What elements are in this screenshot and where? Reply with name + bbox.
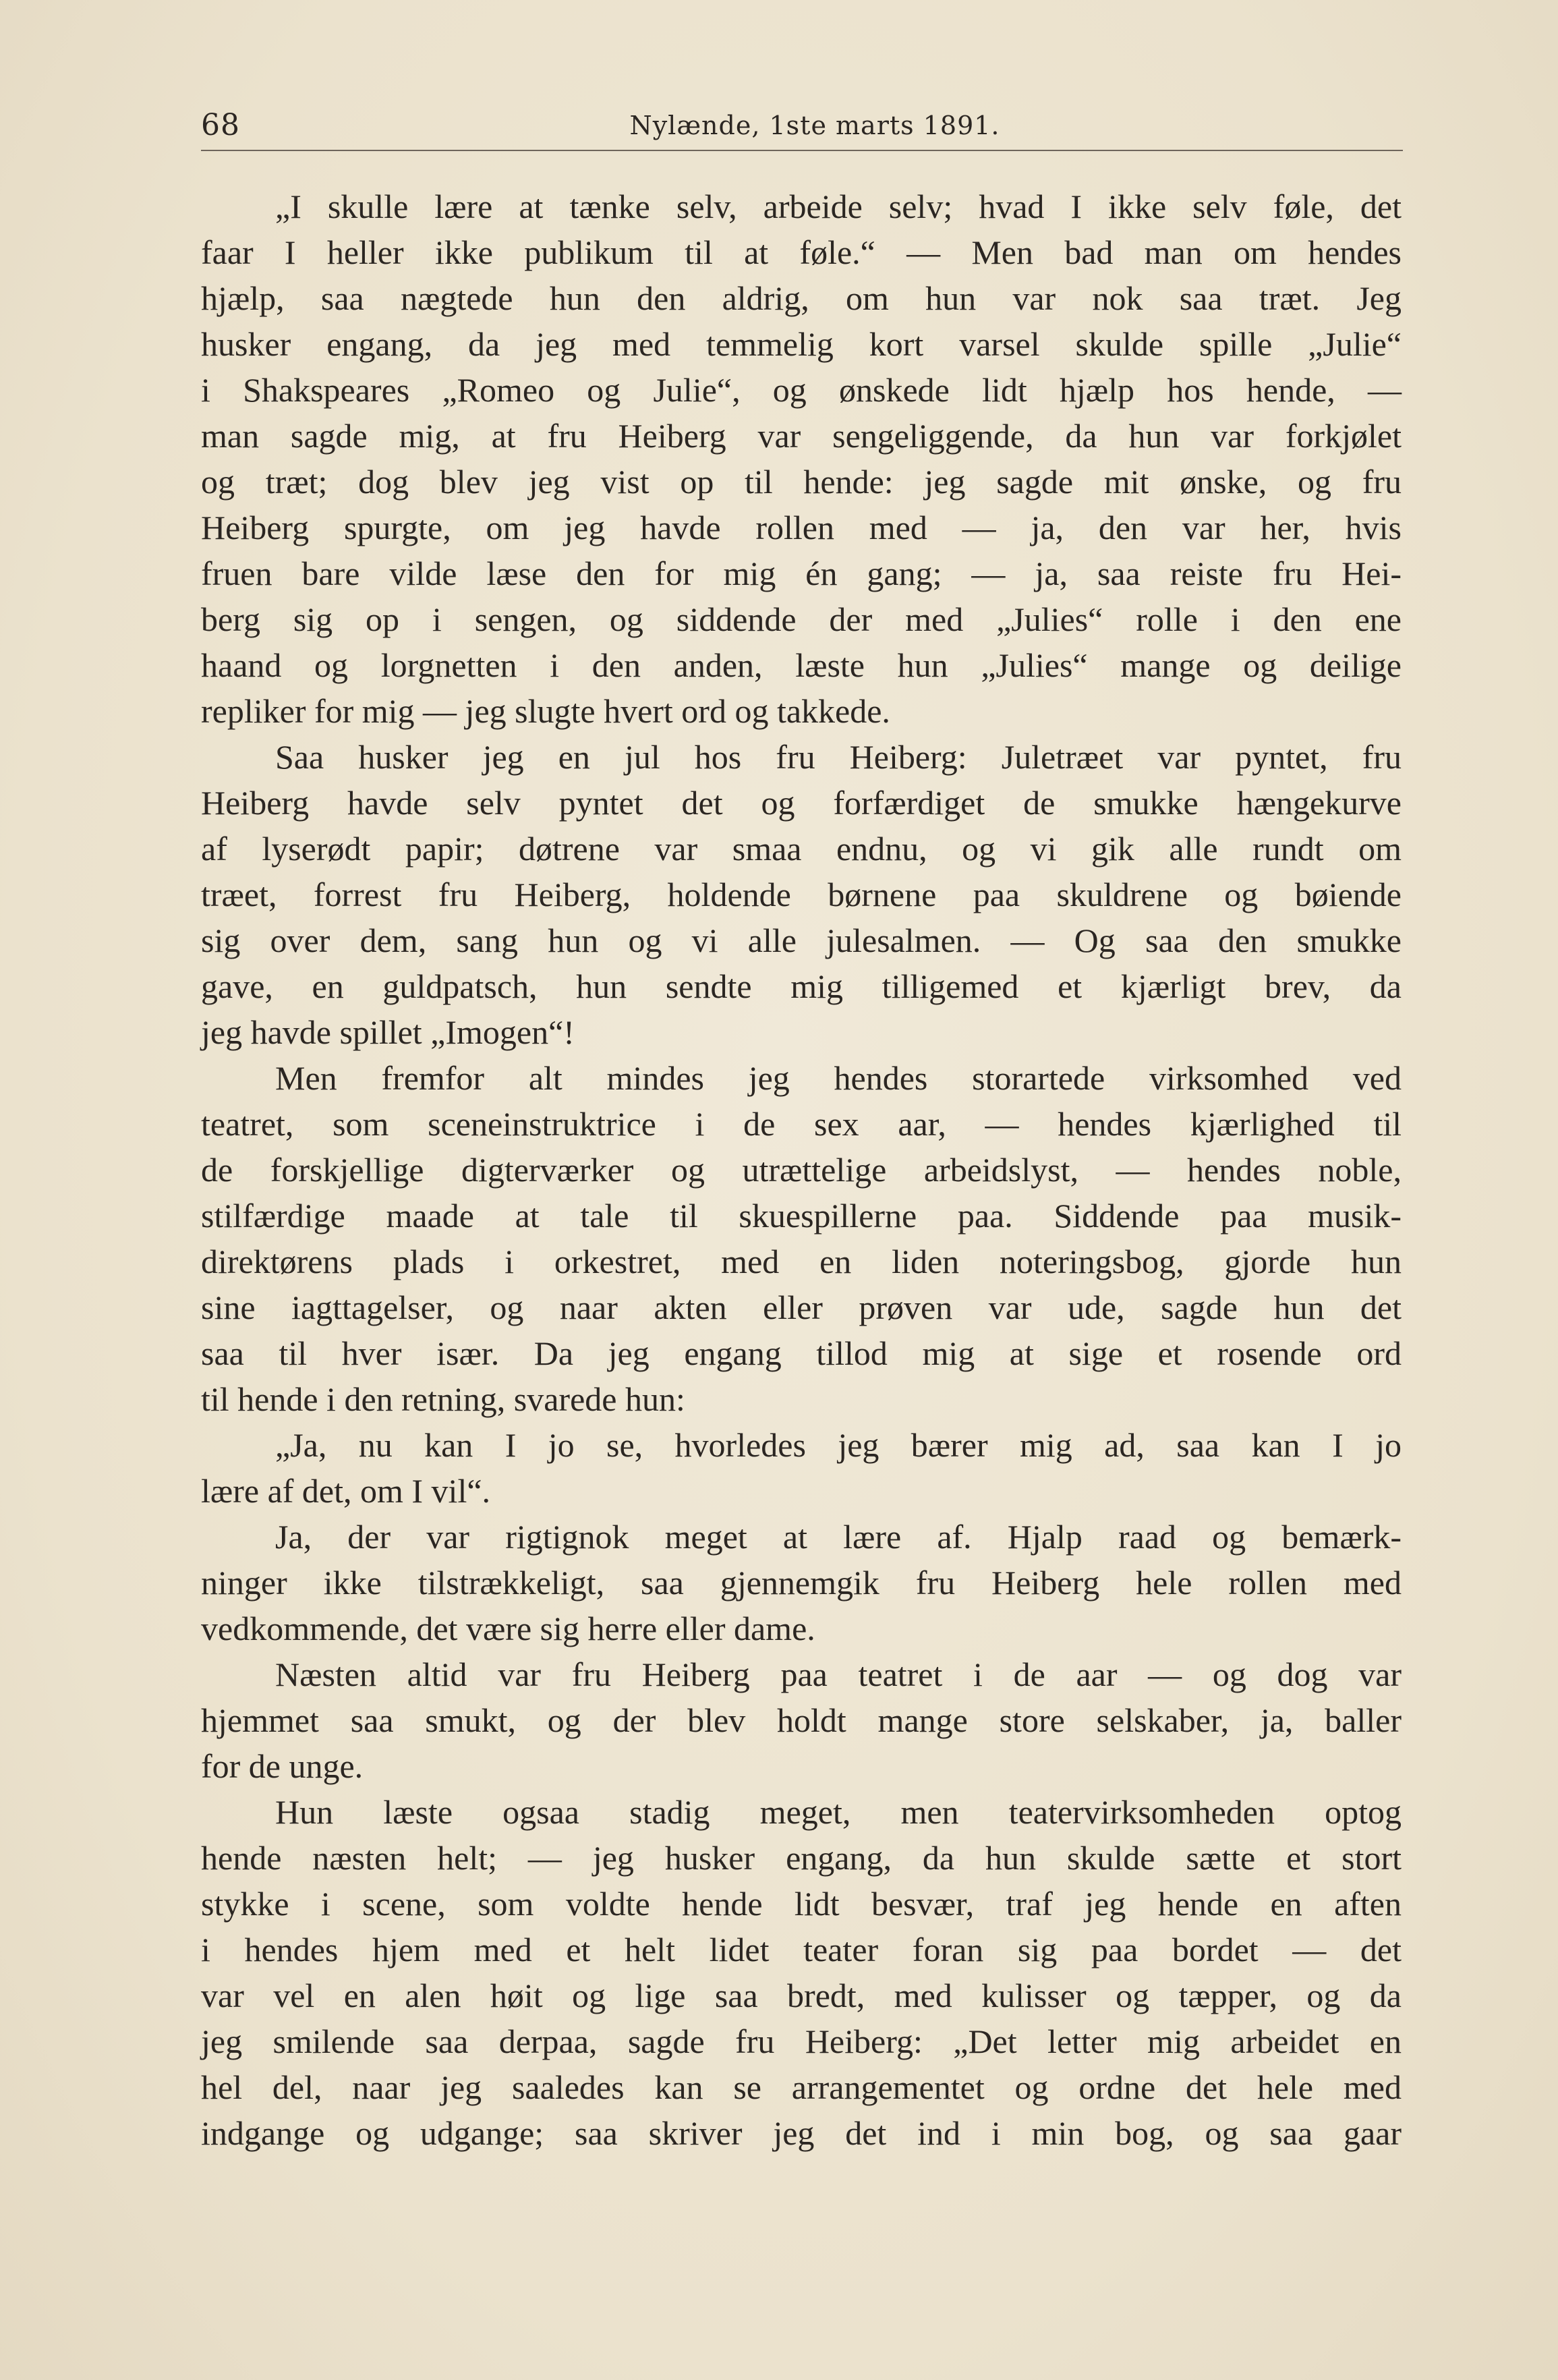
text-line: sig over dem, sang hun og vi alle julesalmen. — Og saa den smukke [201,922,1402,959]
text-line: hjælp, saa nægtede hun den aldrig, om hun var nok saa træt. Jeg [201,279,1402,317]
text-line: Næsten altid var fru Heiberg paa teatret i de aar — og dog var [275,1655,1402,1693]
running-head: Nylænde, 1ste marts 1891. [629,111,1000,140]
text-line: berg sig op i sengen, og siddende der med „Julies“ rolle i den ene [201,600,1402,638]
text-line: Hun læste ogsaa stadig meget, men teatervirksomheden optog [275,1793,1402,1831]
text-line: for de unge. [201,1747,364,1785]
text-line: repliker for mig — jeg slugte hvert ord og takkede. [201,692,890,730]
text-line: hel del, naar jeg saaledes kan se arrangementet og ordne det hele med [201,2068,1402,2106]
text-line: „I skulle lære at tænke selv, arbeide selv; hvad I ikke selv føle, det [275,188,1402,225]
text-line: stykke i scene, som voldte hende lidt besvær, traf jeg hende en aften [201,1885,1402,1923]
text-line: indgange og udgange; saa skriver jeg det ind i min bog, og saa gaar [201,2114,1402,2152]
text-line: hjemmet saa smukt, og der blev holdt mange store selskaber, ja, baller [201,1701,1402,1739]
text-line: ninger ikke tilstrækkeligt, saa gjennemgik fru Heiberg hele rollen med [201,1564,1402,1602]
text-line: var vel en alen høit og lige saa bredt, med kulisser og tæpper, og da [201,1977,1402,2014]
text-line: fruen bare vilde læse den for mig én gang; — ja, saa reiste fru Hei- [201,555,1402,592]
text-line: hende næsten helt; — jeg husker engang, da hun skulde sætte et stort [201,1839,1402,1877]
header-rule [201,150,1403,151]
text-line: Heiberg havde selv pyntet det og forfærdiget de smukke hængekurve [201,784,1402,822]
text-line: i Shakspeares „Romeo og Julie“, og ønskede lidt hjælp hos hende, — [201,371,1402,409]
text-line: saa til hver især. Da jeg engang tillod mig at sige et rosende ord [201,1334,1402,1372]
text-line: træet, forrest fru Heiberg, holdende børnene paa skuldrene og bøiende [201,876,1402,913]
text-line: vedkommende, det være sig herre eller dame. [201,1610,815,1647]
page-header [201,108,1402,148]
text-line: Ja, der var rigtignok meget at lære af. Hjalp raad og bemærk- [275,1518,1402,1556]
text-line: i hendes hjem med et helt lidet teater foran sig paa bordet — det [201,1931,1402,1968]
text-line: Men fremfor alt mindes jeg hendes storartede virksomhed ved [275,1059,1402,1097]
text-line: og træt; dog blev jeg vist op til hende: jeg sagde mit ønske, og fru [201,463,1402,501]
text-line: de forskjellige digterværker og utrættelige arbeidslyst, — hendes noble, [201,1151,1402,1189]
text-line: husker engang, da jeg med temmelig kort varsel skulde spille „Julie“ [201,325,1402,363]
text-line: teatret, som sceneinstruktrice i de sex aar, — hendes kjærlighed til [201,1105,1402,1143]
text-line: gave, en guldpatsch, hun sendte mig tilligemed et kjærligt brev, da [201,967,1402,1005]
text-line: haand og lorgnetten i den anden, læste hun „Julies“ mange og deilige [201,646,1402,684]
body-text [201,183,1402,2156]
text-line: stilfærdige maade at tale til skuespillerne paa. Siddende paa musik- [201,1197,1402,1235]
text-line: til hende i den retning, svarede hun: [201,1380,685,1418]
page-number: 68 [201,108,240,142]
text-line: Heiberg spurgte, om jeg havde rollen med — ja, den var her, hvis [201,509,1402,546]
text-line: direktørens plads i orkestret, med en liden noteringsbog, gjorde hun [201,1243,1402,1280]
text-line: jeg havde spillet „Imogen“! [201,1013,575,1051]
text-line: lære af det, om I vil“. [201,1472,491,1510]
text-line: af lyserødt papir; døtrene var smaa endnu, og vi gik alle rundt om [201,830,1402,868]
text-line: sine iagttagelser, og naar akten eller prøven var ude, sagde hun det [201,1288,1402,1326]
text-line: Saa husker jeg en jul hos fru Heiberg: Juletræet var pyntet, fru [275,738,1402,776]
text-line: faar I heller ikke publikum til at føle.“ — Men bad man om hendes [201,233,1402,271]
text-line: jeg smilende saa derpaa, sagde fru Heiberg: „Det letter mig arbeidet en [201,2022,1402,2060]
text-line: man sagde mig, at fru Heiberg var sengeliggende, da hun var forkjølet [201,417,1402,455]
text-line: „Ja, nu kan I jo se, hvorledes jeg bærer mig ad, saa kan I jo [275,1426,1402,1464]
